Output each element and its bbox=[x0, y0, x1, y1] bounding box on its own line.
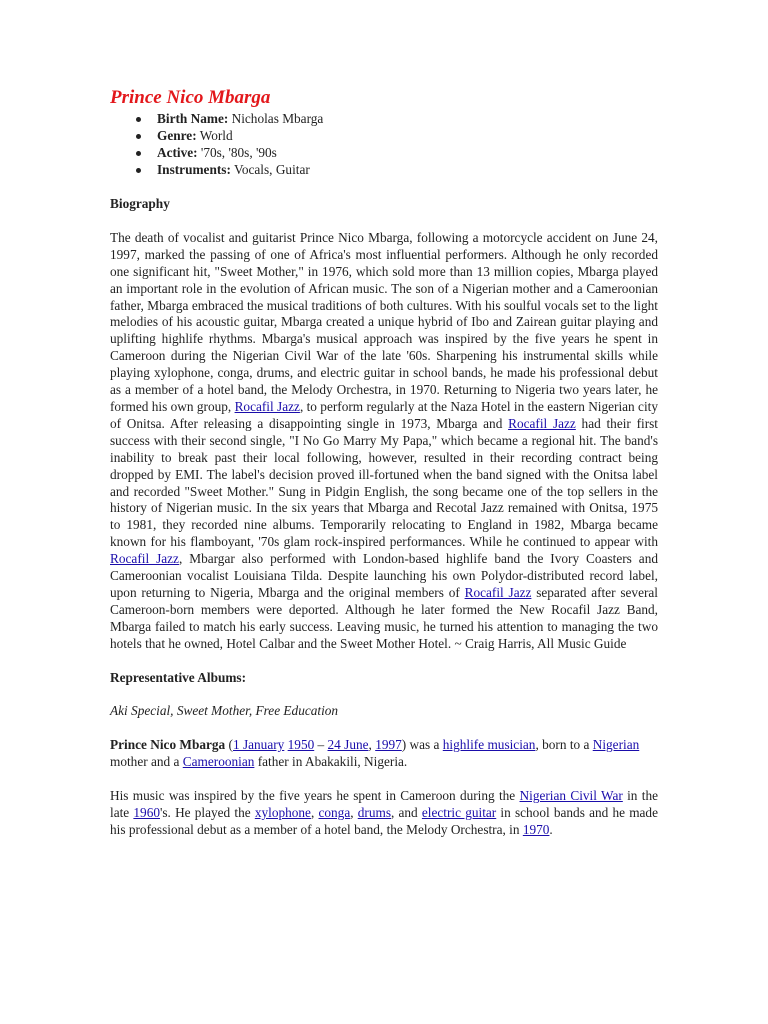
fact-instruments bbox=[157, 161, 658, 178]
facts-list bbox=[110, 110, 658, 178]
intro-text: , born to a bbox=[535, 737, 593, 753]
fact-active bbox=[157, 144, 658, 161]
artist-name: Prince Nico Mbarga bbox=[110, 737, 226, 753]
fact-value: Nicholas Mbarga bbox=[228, 111, 324, 126]
biography-text bbox=[110, 230, 658, 653]
bio-text: , Mbargar also performed with London-based highlife band the Ivory Coasters and Cameroonian vocalist Louisiana Tilda. Despite launching his own Polydor-distributed record label, upon returning to Nigeria, Mbarga and the original members of bbox=[110, 551, 658, 600]
rocafil-jazz-link[interactable]: Rocafil Jazz bbox=[110, 551, 179, 567]
music-text: in the late bbox=[110, 788, 658, 821]
fact-value: World bbox=[196, 128, 233, 143]
birth-year-link[interactable]: 1950 bbox=[287, 737, 315, 753]
intro-text: – bbox=[314, 737, 328, 753]
fact-label: Instruments: bbox=[157, 162, 231, 177]
conga-link[interactable]: conga bbox=[318, 805, 351, 821]
bio-text: The death of vocalist and guitarist Prince Nico Mbarga, following a motorcycle accident on June 24, 1997, marked the passing of one of Africa's most influential performers. Although he only recorded one significant hit, "Sweet Mother," in 1976, which sold more than 13 million copies, Mbarga played an important role in the evolution of African music. The son of a Nigerian mother and a Cameroonian father, Mbarga embraced the musical traditions of both cultures. With his soulful vocals set to the light melodies of his acoustic guitar, Mbarga created a unique hybrid of Ibo and Zairean guitar playing and uplifting highlife rhythms. Mbarga's musical approach was inspired by the five years he spent in Cameroon during the Nigerian Civil War of the late '60s. Sharpening his instrumental skills while playing xylophone, conga, drums, and electric guitar in school bands, he made his professional debut as a member of a hotel band, the Melody Orchestra, in 1970. Returning to Nigeria two years later, he formed his own group, bbox=[110, 229, 658, 414]
rocafil-jazz-link[interactable]: Rocafil Jazz bbox=[464, 584, 532, 600]
music-paragraph bbox=[110, 788, 658, 839]
death-year-link[interactable]: 1997 bbox=[375, 737, 402, 753]
music-text: , and bbox=[391, 805, 422, 821]
intro-text: ) was a bbox=[401, 737, 443, 753]
nigerian-link[interactable]: Nigerian bbox=[592, 737, 640, 753]
rocafil-jazz-link[interactable]: Rocafil Jazz bbox=[508, 415, 576, 431]
rocafil-jazz-link[interactable]: Rocafil Jazz bbox=[234, 398, 300, 414]
decade-1960-link[interactable]: 1960 bbox=[133, 805, 160, 821]
drums-link[interactable]: drums bbox=[357, 805, 391, 821]
bio-text: separated after several Cameroon-born members were deported. Although he later formed the New Rocafil Jazz Band, Mbarga failed to match his early success. Leaving music, he turned his attention to managing the two hotels that he owned, Hotel Calbar and the Sweet Mother Hotel. ~ Craig Harris, All Music Guide bbox=[110, 584, 659, 651]
intro-paragraph bbox=[110, 737, 658, 771]
intro-text: father in Abakakili, Nigeria. bbox=[254, 754, 408, 770]
albums-heading: Representative Albums: bbox=[110, 669, 247, 685]
albums-list: Aki Special, Sweet Mother, Free Education bbox=[110, 703, 339, 719]
fact-value: '70s, '80s, '90s bbox=[197, 145, 277, 160]
fact-label: Genre: bbox=[157, 128, 197, 143]
music-text: His music was inspired by the five years he spent in Cameroon during the bbox=[110, 788, 520, 804]
electric-guitar-link[interactable]: electric guitar bbox=[421, 805, 497, 821]
intro-text: , bbox=[368, 737, 376, 753]
music-text: , bbox=[350, 805, 358, 821]
music-text: 's. He played the bbox=[159, 805, 255, 821]
nigerian-civil-war-link[interactable]: Nigerian Civil War bbox=[519, 788, 623, 804]
music-text: , bbox=[310, 805, 319, 821]
bio-text: , to perform regularly at the Naza Hotel in the eastern Nigerian city of Onitsa. After releasing a disappointing single in 1973, Mbarga and bbox=[110, 398, 658, 431]
fact-genre bbox=[157, 127, 658, 144]
death-date-link[interactable]: 24 June bbox=[327, 737, 369, 753]
music-text: . bbox=[549, 822, 553, 837]
fact-value: Vocals, Guitar bbox=[230, 162, 310, 177]
birth-date-link[interactable]: 1 January bbox=[232, 737, 285, 753]
fact-label: Birth Name: bbox=[157, 111, 229, 126]
bio-text: had their first success with their second single, "I No Go Marry My Papa," which became a regional hit. The band's inability to break past their local following, however, resulted in their recording contract being dropped by EMI. The label's decision proved ill-fortuned when the band signed with the Onitsa label and recorded "Sweet Mother." Sung in Pidgin English, the song became one of the top sellers in the history of Nigerian music. In the six years that Mbarga and Recotal Jazz remained with Onitsa, 1975 to 1981, they recorded nine albums. Temporarily relocating to England in 1982, Mbarga became known for his flamboyant, '70s glam rock-inspired performances. While he continued to appear with bbox=[110, 415, 658, 550]
biography-heading: Biography bbox=[110, 196, 170, 211]
highlife-musician-link[interactable]: highlife musician bbox=[442, 737, 536, 753]
page-title: Prince Nico Mbarga bbox=[110, 87, 271, 108]
music-text: in school bands and he made his professional debut as a member of a hotel band, the Melody Orchestra, in bbox=[110, 805, 658, 837]
xylophone-link[interactable]: xylophone bbox=[254, 805, 311, 821]
article bbox=[110, 86, 658, 839]
intro-text: mother and a bbox=[110, 754, 183, 770]
fact-birth-name bbox=[157, 110, 658, 127]
year-1970-link[interactable]: 1970 bbox=[522, 822, 550, 837]
cameroonian-link[interactable]: Cameroonian bbox=[182, 754, 255, 770]
intro-text: ( bbox=[225, 737, 233, 753]
fact-label: Active: bbox=[157, 145, 198, 160]
